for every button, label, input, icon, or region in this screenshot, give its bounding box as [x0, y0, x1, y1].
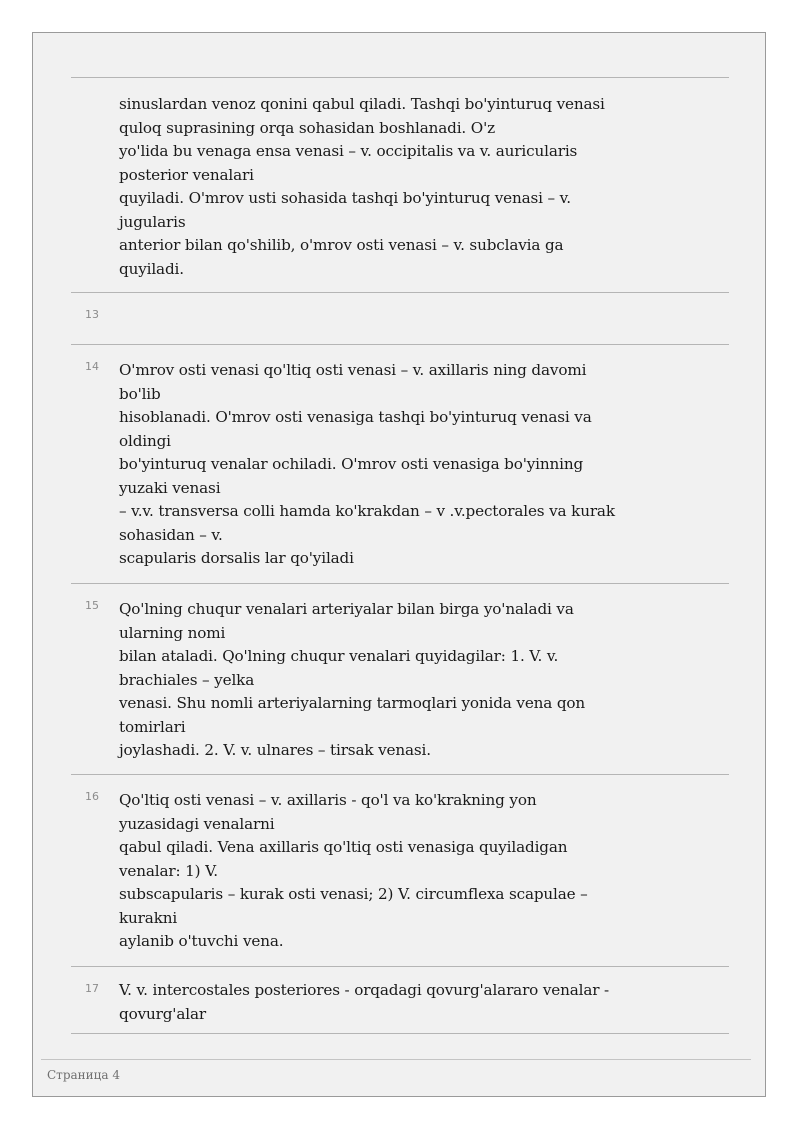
- paragraph-text: Qo'ltiq osti venasi – v. axillaris - qo'l va ko'krakning yon yuzasidagi venalarni qabul qiladi. Vena axillaris qo'ltiq osti venasiga quyiladigan venalar: 1) V. subscapularis – kurak osti venasi; 2) V. circumflexa scapulae – kurakni aylanib o'tuvchi vena.: [119, 791, 588, 950]
- document-content: [71, 77, 729, 1034]
- paragraph-block: [71, 292, 729, 344]
- line-number: 17: [85, 982, 99, 995]
- paragraph-text: Qo'lning chuqur venalari arteriyalar bilan birga yo'naladi va ularning nomi bilan ataladi. Qo'lning chuqur venalari quyidagilar: 1. V. v. brachiales – yelka venasi. Shu nomli arteriyalarning tarmoqlari yonida vena qon tomirlari joylashadi. 2. V. v. ulnares – tirsak venasi.: [119, 600, 586, 759]
- footer-divider: [41, 1059, 751, 1060]
- document-page: [32, 32, 766, 1097]
- line-number: 14: [85, 360, 99, 373]
- paragraph-text: V. v. intercostales posteriores - orqadagi qovurg'alararo venalar - qovurg'alar: [119, 981, 610, 1023]
- paragraph-text: sinuslardan venoz qonini qabul qiladi. Tashqi bo'yinturuq venasi quloq suprasining orqa sohasidan boshlanadi. O'z yo'lida bu venaga ensa venasi – v. occipitalis va v. auricularis posterior venalari quyiladi. O'mrov usti sohasida tashqi bo'yinturuq venasi – v. jugularis anterior bilan qo'shilib, o'mrov osti venasi – v. subclavia ga quyiladi.: [119, 95, 605, 278]
- page-number-label: Страница 4: [47, 1068, 120, 1082]
- paragraph-block: [71, 344, 729, 583]
- paragraph-block: [71, 77, 729, 292]
- paragraph-block: [71, 774, 729, 966]
- paragraph-text: O'mrov osti venasi qo'ltiq osti venasi – v. axillaris ning davomi bo'lib hisoblanadi. O'mrov osti venasiga tashqi bo'yinturuq venasi va oldingi bo'yinturuq venalar ochiladi. O'mrov osti venasiga bo'yinning yuzaki venasi – v.v. transversa colli hamda ko'krakdan – v .v.pectorales va kurak sohasidan – v. scapularis dorsalis lar qo'yiladi: [119, 361, 615, 567]
- paragraph-block: [71, 966, 729, 1034]
- line-number: 15: [85, 599, 99, 612]
- line-number: 13: [85, 308, 99, 321]
- paragraph-block: [71, 583, 729, 774]
- line-number: 16: [85, 790, 99, 803]
